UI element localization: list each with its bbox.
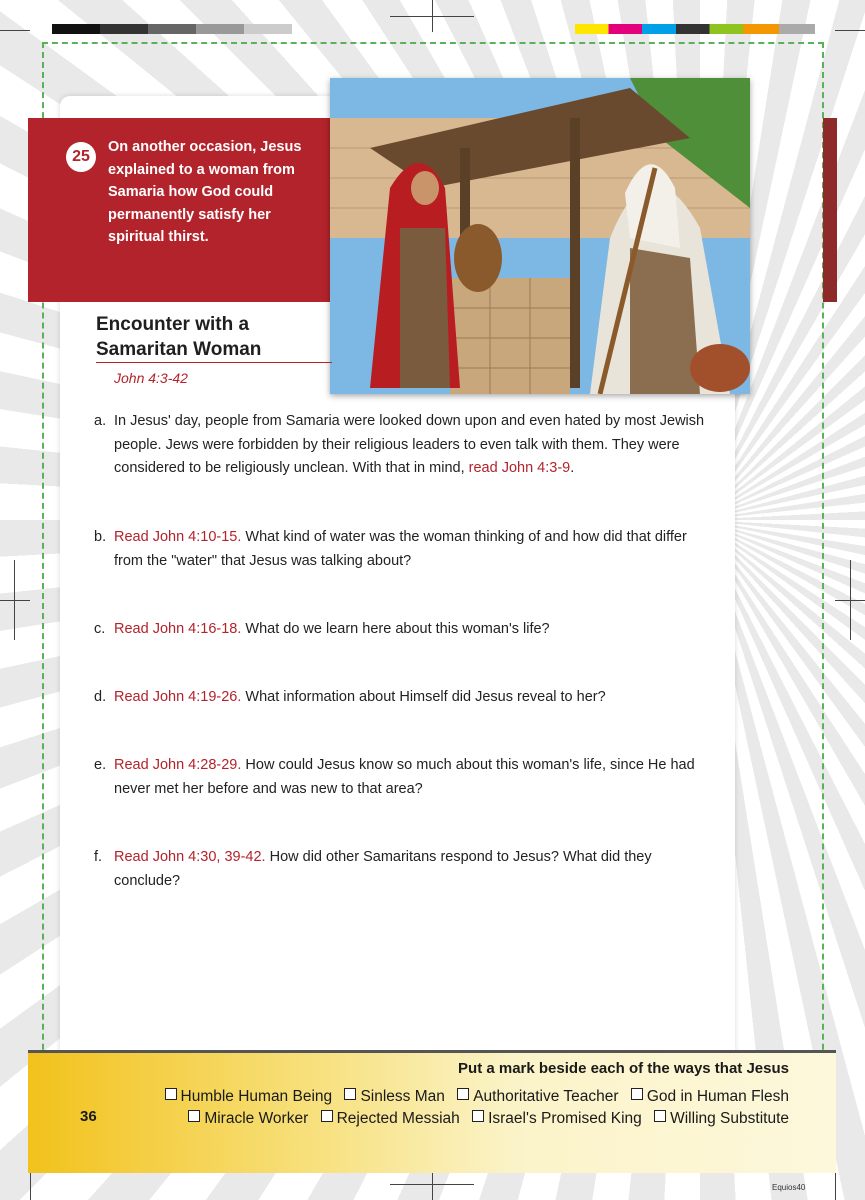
crop-mark (432, 1170, 433, 1200)
checklist-item[interactable] (457, 1088, 618, 1105)
printer-color-bar-left (52, 24, 292, 34)
checkbox-icon[interactable] (321, 1110, 333, 1122)
footer-heading: Put a mark beside each of the ways that Jesus (458, 1060, 789, 1077)
well-scene-illustration (330, 78, 750, 394)
scripture-link: read John 4:3-9 (468, 460, 571, 476)
illustration-svg (330, 78, 750, 394)
checkbox-icon[interactable] (344, 1088, 356, 1100)
question-e (94, 754, 714, 801)
crop-mark (390, 16, 474, 17)
title-divider (96, 362, 332, 363)
checklist-label: Sinless Man (360, 1088, 445, 1105)
checklist-row-2 (180, 1110, 789, 1128)
checklist-label: Rejected Messiah (336, 1110, 460, 1127)
side-accent-bar (823, 118, 837, 302)
page-number: 36 (80, 1108, 97, 1125)
scripture-reference: John 4:3-42 (114, 370, 188, 386)
question-letter: d. (94, 689, 107, 705)
lesson-intro-text: On another occasion, Jesus explained to a woman from Samaria how God could permanently satisfy her spiritual thirst. (108, 139, 302, 245)
lesson-number-badge: 25 (66, 142, 96, 172)
checklist-item[interactable] (631, 1088, 789, 1105)
crop-mark (835, 30, 865, 31)
question-letter: e. (94, 757, 107, 773)
question-text: How could Jesus know so much about this woman's life, since He had never met her before and was new to that area? (114, 757, 695, 797)
question-text-end: . (570, 460, 575, 476)
checklist-label: Willing Substitute (670, 1110, 789, 1127)
crop-mark (850, 560, 851, 640)
question-letter: f. (94, 849, 103, 865)
checkbox-icon[interactable] (188, 1110, 200, 1122)
scripture-link: Read John 4:16-18. (114, 621, 242, 637)
question-text: In Jesus' day, people from Samaria were looked down upon and even hated by most Jewish people. Jews were forbidden by their religious leaders to even talk with them. They were considered to be religiously unclean. With that in mind, (114, 413, 705, 476)
question-letter: b. (94, 529, 107, 545)
section-title: Encounter with a Samaritan Woman (96, 314, 262, 360)
checkbox-icon[interactable] (472, 1110, 484, 1122)
checklist-label: Authoritative Teacher (473, 1088, 619, 1105)
scripture-link: Read John 4:19-26. (114, 689, 242, 705)
checkbox-icon[interactable] (457, 1088, 469, 1100)
question-b (94, 526, 714, 573)
checklist-row-1 (157, 1088, 790, 1106)
checkbox-icon[interactable] (631, 1088, 643, 1100)
crop-mark (30, 1172, 31, 1200)
printer-color-bar-right (575, 24, 815, 34)
checklist-label: Humble Human Being (180, 1088, 333, 1105)
question-d (94, 686, 714, 710)
print-slug: Equios40 (772, 1183, 806, 1192)
checklist-item[interactable] (188, 1110, 308, 1127)
crop-mark (14, 560, 15, 640)
crop-mark (0, 30, 30, 31)
checkbox-icon[interactable] (165, 1088, 177, 1100)
checkbox-icon[interactable] (654, 1110, 666, 1122)
question-text: What information about Himself did Jesus reveal to her? (241, 689, 606, 705)
scripture-link: Read John 4:28-29. (114, 757, 242, 773)
question-a (94, 410, 714, 481)
question-letter: a. (94, 413, 107, 429)
checklist-item[interactable] (654, 1110, 789, 1127)
question-text: What kind of water was the woman thinking of and how did that differ from the "water" that Jesus was talking about? (114, 529, 687, 569)
checklist-item[interactable] (344, 1088, 444, 1105)
checklist-label: God in Human Flesh (646, 1088, 789, 1105)
question-letter: c. (94, 621, 106, 637)
checklist-label: Israel's Promised King (488, 1110, 642, 1127)
question-f (94, 846, 714, 893)
crop-mark (390, 1184, 474, 1185)
checklist-item[interactable] (321, 1110, 460, 1127)
checklist-item[interactable] (165, 1088, 333, 1105)
question-c (94, 618, 714, 642)
crop-mark (0, 600, 30, 601)
question-text: What do we learn here about this woman's life? (241, 621, 550, 637)
question-text: How did other Samaritans respond to Jesus? What did they conclude? (114, 849, 652, 889)
scripture-link: Read John 4:30, 39-42. (114, 849, 266, 865)
checklist-label: Miracle Worker (204, 1110, 309, 1127)
scripture-link: Read John 4:10-15. (114, 529, 242, 545)
crop-mark (835, 1172, 836, 1200)
checklist-item[interactable] (472, 1110, 642, 1127)
